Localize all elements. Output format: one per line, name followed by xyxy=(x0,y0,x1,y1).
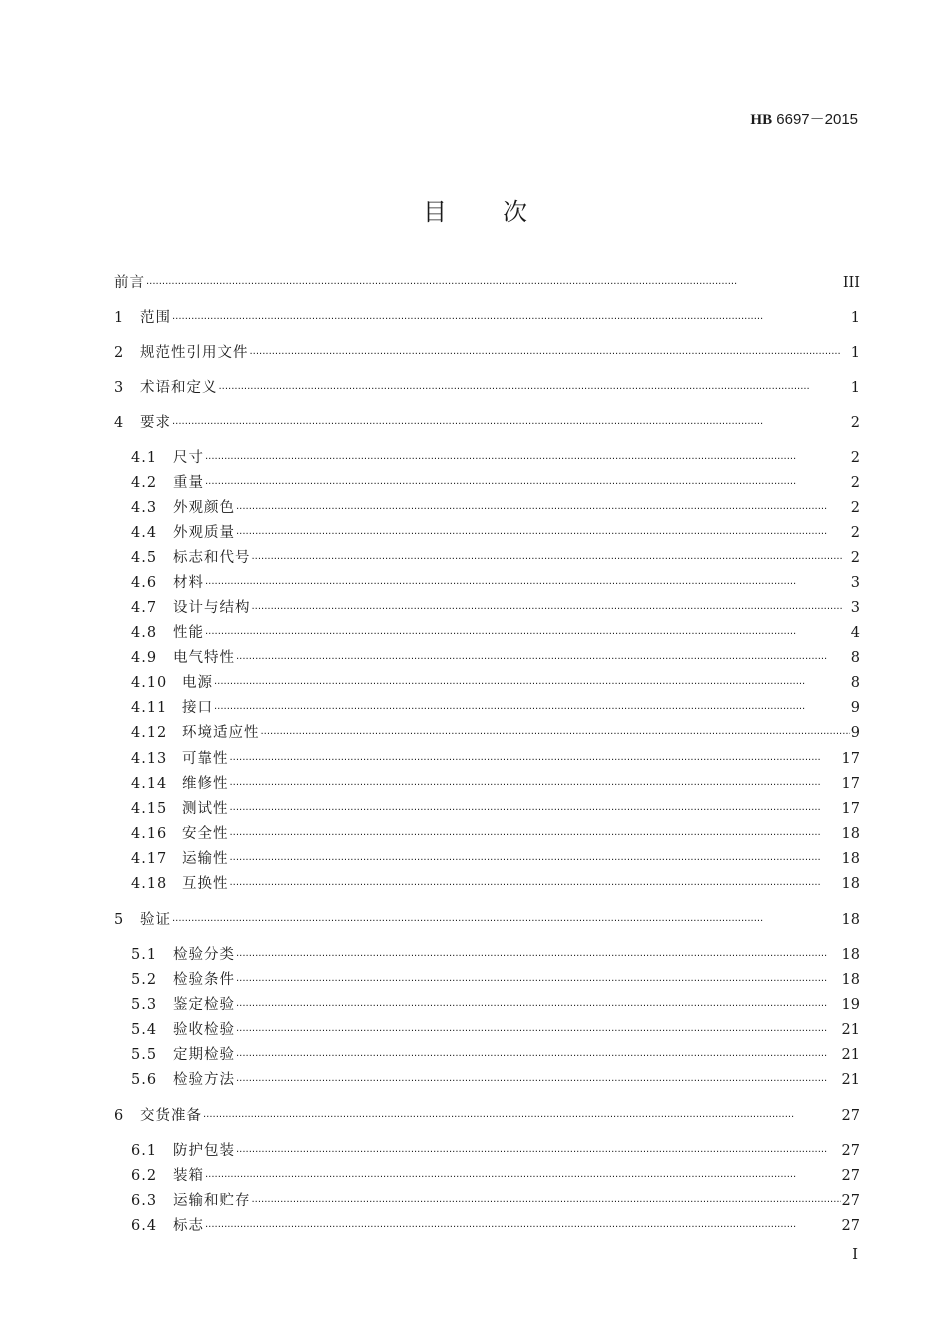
toc-entry[interactable] xyxy=(131,548,860,568)
toc-entry-page: 18 xyxy=(841,912,860,928)
toc-entry-number: 5 xyxy=(114,912,124,928)
toc-entry-page: 2 xyxy=(850,450,860,466)
toc-dot-leader xyxy=(230,826,841,846)
toc-entry[interactable] xyxy=(131,673,860,693)
toc-entry-label: 装箱 xyxy=(173,1168,204,1184)
toc-entry-label: 要求 xyxy=(140,415,171,431)
toc-entry-page: 1 xyxy=(850,345,860,361)
toc-entry-label: 材料 xyxy=(173,575,204,591)
toc-entry[interactable] xyxy=(114,413,860,433)
toc-entry-number: 4.1 xyxy=(131,450,158,466)
toc-dot-leader xyxy=(203,1108,841,1128)
toc-entry-number: 6.2 xyxy=(131,1168,158,1184)
toc-entry-label: 电气特性 xyxy=(173,650,235,666)
toc-entry-page: 4 xyxy=(850,625,860,641)
toc-entry-number: 3 xyxy=(114,380,124,396)
toc-entry-label: 外观颜色 xyxy=(173,500,235,516)
toc-entry-page: 8 xyxy=(850,675,860,691)
toc-entry-number: 6.3 xyxy=(131,1193,158,1209)
toc-entry-number: 4.13 xyxy=(131,751,168,767)
toc-entry-label: 规范性引用文件 xyxy=(140,345,249,361)
toc-entry-label: 范围 xyxy=(140,310,171,326)
toc-entry-number: 4.9 xyxy=(131,650,158,666)
toc-entry[interactable] xyxy=(131,749,860,769)
toc-entry-label: 检验条件 xyxy=(173,972,235,988)
toc-entry-page: 27 xyxy=(841,1143,860,1159)
toc-entry-page: 18 xyxy=(841,972,860,988)
toc-entry-page: 17 xyxy=(841,801,860,817)
toc-entry-number: 4.12 xyxy=(131,725,168,741)
toc-entry-number: 6.4 xyxy=(131,1218,158,1234)
toc-entry[interactable] xyxy=(114,910,860,930)
toc-entry-label: 可靠性 xyxy=(182,751,229,767)
toc-dot-leader xyxy=(236,1143,841,1163)
toc-entry-page: 19 xyxy=(841,997,860,1013)
toc-entry-label: 检验方法 xyxy=(173,1072,235,1088)
toc-entry[interactable] xyxy=(114,378,860,398)
toc-dot-leader xyxy=(252,600,850,620)
toc-dot-leader xyxy=(230,751,841,771)
toc-entry-page: 27 xyxy=(841,1193,860,1209)
toc-entry-number: 5.6 xyxy=(131,1072,158,1088)
toc-entry[interactable] xyxy=(114,308,860,328)
toc-entry-page: 2 xyxy=(850,525,860,541)
toc-entry[interactable] xyxy=(131,874,860,894)
toc-dot-leader xyxy=(219,380,850,400)
toc-entry[interactable] xyxy=(131,598,860,618)
toc-entry[interactable] xyxy=(131,1070,860,1090)
toc-entry-label: 电源 xyxy=(182,675,213,691)
toc-entry[interactable] xyxy=(131,799,860,819)
toc-entry-number: 5.2 xyxy=(131,972,158,988)
toc-entry[interactable] xyxy=(131,448,860,468)
toc-dot-leader xyxy=(205,1168,841,1188)
standard-code xyxy=(750,108,858,129)
toc-dot-leader xyxy=(236,972,841,992)
toc-entry[interactable] xyxy=(131,723,860,743)
toc-entry-label: 维修性 xyxy=(182,776,229,792)
toc-dot-leader xyxy=(230,776,841,796)
toc-dot-leader xyxy=(205,475,850,495)
toc-entry-page: 21 xyxy=(841,1047,860,1063)
toc-entry-label: 性能 xyxy=(173,625,204,641)
toc-entry-label: 尺寸 xyxy=(173,450,204,466)
toc-entry-page: 1 xyxy=(850,380,860,396)
toc-dot-leader xyxy=(236,650,850,670)
toc-entry[interactable] xyxy=(131,523,860,543)
toc-dot-leader xyxy=(236,525,850,545)
page-number: I xyxy=(852,1245,858,1263)
toc-entry-label: 运输性 xyxy=(182,851,229,867)
toc-entry-page: 18 xyxy=(841,876,860,892)
toc-dot-leader xyxy=(214,700,850,720)
toc-dot-leader xyxy=(205,1218,841,1238)
toc-entry[interactable] xyxy=(131,824,860,844)
title-char-1: 目 xyxy=(423,198,447,226)
toc-dot-leader xyxy=(236,500,850,520)
toc-entry-number: 4.11 xyxy=(131,700,168,716)
toc-entry-label: 验证 xyxy=(140,912,171,928)
toc-entry-number: 4.16 xyxy=(131,826,168,842)
toc-entry[interactable] xyxy=(131,1020,860,1040)
toc-entry-page: 3 xyxy=(850,575,860,591)
toc-entry-number: 4.2 xyxy=(131,475,158,491)
toc-entry[interactable] xyxy=(131,573,860,593)
toc-entry[interactable] xyxy=(131,473,860,493)
toc-dot-leader xyxy=(236,947,841,967)
toc-dot-leader xyxy=(230,876,841,896)
toc-entry-page: 2 xyxy=(850,475,860,491)
toc-dot-leader xyxy=(205,450,850,470)
toc-entry-number: 5.4 xyxy=(131,1022,158,1038)
toc-entry-page: 27 xyxy=(841,1168,860,1184)
toc-entry-label: 防护包装 xyxy=(173,1143,235,1159)
toc-entry[interactable] xyxy=(131,995,860,1015)
toc-entry-label: 定期检验 xyxy=(173,1047,235,1063)
toc-entry-number: 5.1 xyxy=(131,947,158,963)
toc-entry-number: 5.5 xyxy=(131,1047,158,1063)
toc-dot-leader xyxy=(250,345,850,365)
toc-dot-leader xyxy=(172,310,850,330)
toc-entry-number: 4.5 xyxy=(131,550,158,566)
standard-code-prefix: HB xyxy=(750,112,773,128)
toc-entry[interactable] xyxy=(131,1166,860,1186)
toc-entry-label: 检验分类 xyxy=(173,947,235,963)
toc-entry-label: 环境适应性 xyxy=(182,725,260,741)
toc-entry[interactable] xyxy=(131,623,860,643)
title-char-2: 次 xyxy=(503,198,527,226)
toc-entry-label: 运输和贮存 xyxy=(173,1193,251,1209)
toc-entry[interactable] xyxy=(131,1141,860,1161)
toc-entry-label: 交货准备 xyxy=(140,1108,202,1124)
toc-entry-label: 设计与结构 xyxy=(173,600,251,616)
toc-dot-leader xyxy=(236,1047,841,1067)
toc-entry-number: 1 xyxy=(114,310,124,326)
toc-entry-number: 4.14 xyxy=(131,776,168,792)
toc-entry-number: 4.3 xyxy=(131,500,158,516)
toc-entry[interactable] xyxy=(114,343,860,363)
toc-entry-page: 9 xyxy=(850,700,860,716)
toc-entry-page: III xyxy=(842,275,860,291)
toc-entry-page: 3 xyxy=(850,600,860,616)
toc-dot-leader xyxy=(236,1072,841,1092)
toc-entry[interactable] xyxy=(131,1045,860,1065)
toc-dot-leader xyxy=(236,1022,841,1042)
toc-dot-leader xyxy=(172,912,841,932)
toc-entry-label: 互换性 xyxy=(182,876,229,892)
toc-entry-page: 17 xyxy=(841,776,860,792)
toc-entry-label: 标志 xyxy=(173,1218,204,1234)
toc-entry[interactable] xyxy=(131,774,860,794)
toc-entry-number: 4.10 xyxy=(131,675,168,691)
toc-entry-page: 2 xyxy=(850,415,860,431)
toc-entry-number: 2 xyxy=(114,345,124,361)
toc-entry[interactable] xyxy=(131,1191,860,1211)
toc-entry-label: 术语和定义 xyxy=(140,380,218,396)
toc-dot-leader xyxy=(261,725,850,745)
toc-entry-page: 27 xyxy=(841,1218,860,1234)
standard-code-number: 6697－2015 xyxy=(772,111,858,128)
toc-entry-label: 标志和代号 xyxy=(173,550,251,566)
toc-dot-leader xyxy=(146,275,842,295)
toc-entry-page: 2 xyxy=(850,550,860,566)
toc-entry[interactable] xyxy=(131,1216,860,1236)
toc-entry-page: 18 xyxy=(841,851,860,867)
toc-dot-leader xyxy=(214,675,850,695)
toc-dot-leader xyxy=(252,1193,841,1213)
toc-entry[interactable] xyxy=(114,273,860,293)
toc-dot-leader xyxy=(172,415,850,435)
toc-entry-number: 4.8 xyxy=(131,625,158,641)
toc-entry-page: 9 xyxy=(850,725,860,741)
toc-dot-leader xyxy=(205,575,850,595)
toc-entry-number: 6 xyxy=(114,1108,124,1124)
toc-entry-page: 8 xyxy=(850,650,860,666)
toc-entry-number: 4.7 xyxy=(131,600,158,616)
toc-entry[interactable] xyxy=(131,945,860,965)
toc-entry-page: 21 xyxy=(841,1072,860,1088)
toc-entry-number: 4.15 xyxy=(131,801,168,817)
toc-dot-leader xyxy=(230,801,841,821)
toc-entry-number: 4 xyxy=(114,415,124,431)
toc-entry-label: 安全性 xyxy=(182,826,229,842)
toc-dot-leader xyxy=(205,625,850,645)
toc-entry-number: 4.4 xyxy=(131,525,158,541)
toc-entry-label: 鉴定检验 xyxy=(173,997,235,1013)
toc-entry-page: 2 xyxy=(850,500,860,516)
toc-entry-page: 27 xyxy=(841,1108,860,1124)
toc-dot-leader xyxy=(230,851,841,871)
toc-entry-label: 重量 xyxy=(173,475,204,491)
toc-entry[interactable] xyxy=(131,498,860,518)
toc-entry-label: 接口 xyxy=(182,700,213,716)
toc-entry[interactable] xyxy=(131,970,860,990)
toc-entry[interactable] xyxy=(114,1106,860,1126)
toc-entry-page: 18 xyxy=(841,947,860,963)
toc-dot-leader xyxy=(236,997,841,1017)
toc-entry-page: 17 xyxy=(841,751,860,767)
toc-entry-page: 18 xyxy=(841,826,860,842)
toc-entry-label: 验收检验 xyxy=(173,1022,235,1038)
toc-entry[interactable] xyxy=(131,849,860,869)
toc-entry-number: 5.3 xyxy=(131,997,158,1013)
toc-entry-number: 4.6 xyxy=(131,575,158,591)
toc-dot-leader xyxy=(252,550,850,570)
toc-entry-label: 外观质量 xyxy=(173,525,235,541)
toc-entry-page: 1 xyxy=(850,310,860,326)
toc-entry-number: 6.1 xyxy=(131,1143,158,1159)
toc-entry-number: 4.18 xyxy=(131,876,168,892)
toc-entry-number: 4.17 xyxy=(131,851,168,867)
page-title xyxy=(0,192,950,227)
toc-entry[interactable] xyxy=(131,698,860,718)
toc-entry-label: 前言 xyxy=(114,275,145,291)
toc-entry-label: 测试性 xyxy=(182,801,229,817)
toc-entry-page: 21 xyxy=(841,1022,860,1038)
toc-entry[interactable] xyxy=(131,648,860,668)
